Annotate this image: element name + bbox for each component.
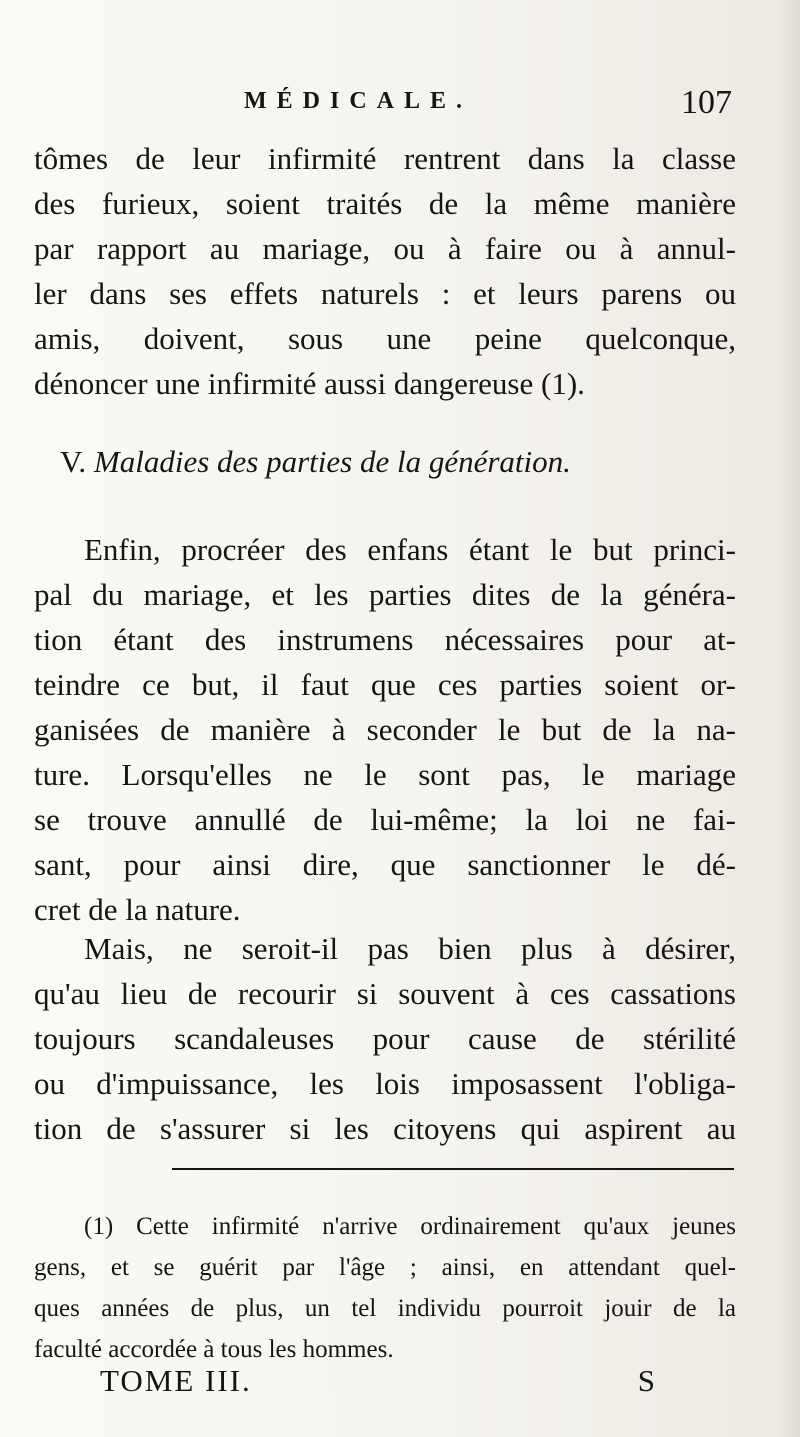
text-line: ou d'impuissance, les lois imposassent l'obliga- <box>34 1066 736 1101</box>
text-line: Enfin, procréer des enfans étant le but princi- <box>84 532 736 567</box>
text-line: sant, pour ainsi dire, que sanctionner le dé- <box>34 847 736 882</box>
section-heading <box>60 442 730 482</box>
text-line: amis, doivent, sous une peine quelconque, <box>34 321 736 356</box>
footnote-line: (1) Cette infirmité n'arrive ordinairement qu'aux jeunes <box>84 1213 736 1240</box>
running-title: MÉDICALE. <box>244 88 473 114</box>
text-line: qu'au lieu de recourir si souvent à ces cassations <box>34 976 736 1011</box>
text-line: se trouve annullé de lui-même; la loi ne fai- <box>34 802 736 837</box>
text-line: des furieux, soient traités de la même manière <box>34 186 736 221</box>
text-line: tion étant des instrumens nécessaires pour at- <box>34 622 736 657</box>
text-line: toujours scandaleuses pour cause de stérilité <box>34 1021 736 1056</box>
volume-label: TOME III. <box>100 1363 252 1398</box>
text-line: teindre ce but, il faut que ces parties soient or- <box>34 667 736 702</box>
text-line: tômes de leur infirmité rentrent dans la classe <box>34 141 736 176</box>
continued-paragraph <box>34 136 736 406</box>
paragraph <box>34 926 736 1151</box>
section-number: V. <box>60 444 87 479</box>
page-number: 107 <box>681 84 732 121</box>
text-line: dénoncer une infirmité aussi dangereuse (1). <box>34 366 585 401</box>
text-line: ganisées de manière à seconder le but de la na- <box>34 712 736 747</box>
footnote-line: gens, et se guérit par l'âge ; ainsi, en attendant quel- <box>34 1254 736 1281</box>
text-line: ture. Lorsqu'elles ne le sont pas, le mariage <box>34 757 736 792</box>
signature-mark: S <box>637 1363 655 1398</box>
text-line: cret de la nature. <box>34 892 241 927</box>
footnote-line: ques années de plus, un tel individu pourroit jouir de la <box>34 1295 736 1322</box>
footnote <box>34 1206 736 1370</box>
footnote-line: faculté accordée à tous les hommes. <box>34 1336 394 1363</box>
section-title: Maladies des parties de la génération. <box>93 444 571 479</box>
running-head <box>34 84 734 124</box>
text-line: par rapport au mariage, ou à faire ou à annul- <box>34 231 736 266</box>
text-line: ler dans ses effets naturels : et leurs parens ou <box>34 276 736 311</box>
footnote-rule <box>172 1168 734 1170</box>
text-line: pal du mariage, et les parties dites de la généra- <box>34 577 736 612</box>
paragraph <box>34 527 736 932</box>
page-footer <box>100 1363 655 1403</box>
text-line: Mais, ne seroit-il pas bien plus à désirer, <box>84 931 736 966</box>
text-line: tion de s'assurer si les citoyens qui aspirent au <box>34 1111 736 1146</box>
page-edge-shadow <box>778 0 800 1437</box>
